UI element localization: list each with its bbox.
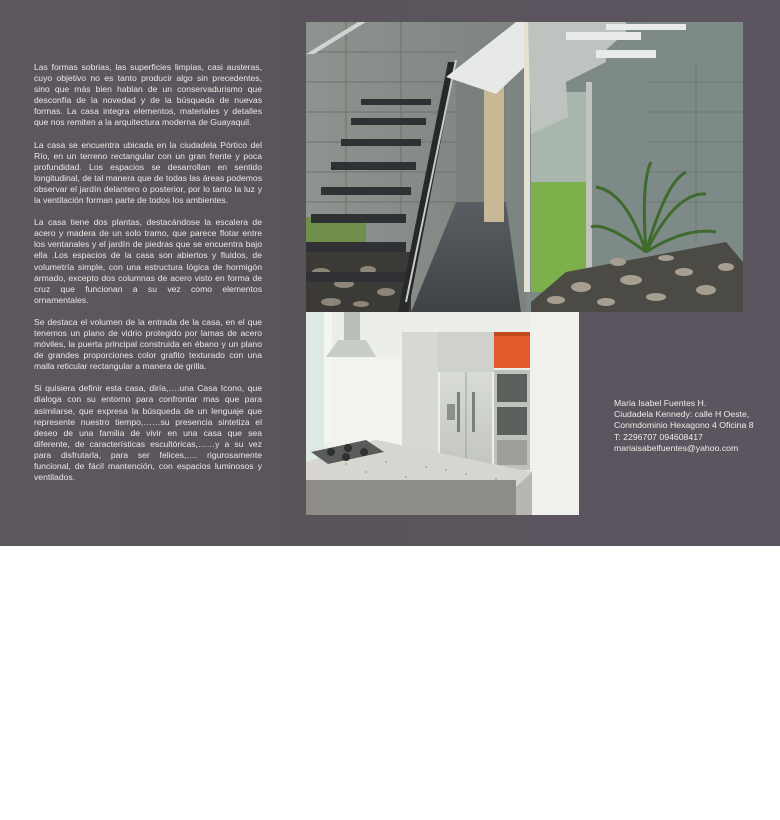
article-paragraph-5: Si quisiera definir esta casa, diría,….una Casa Icono, que dialoga con su entorno para confrontar mas que para asimilarse, que expresa la búsqueda de un lenguaje que represente nuestro tiempo,……su presencia sintetiza el deseo de una familia de vivir en una casa que sea diferente, de características escultóricas,……y a su vez para disfrutarla, para ser felices,…. rigurosamente funcional, de fácil mantención, con espacios luminosos y ventilados.	[34, 383, 262, 483]
article-paragraph-1: Las formas sobrias, las superficies limpias, casi austeras, cuyo objetivo no es tanto producir algo sin precedentes, sino que más bien hablan de un conservadurismo que desconfía de la novedad y de la búsqueda de nuevas formas. La casa integra elementos, materiales y detalles que nos remiten a la arquitectura moderna de Guayaquil.	[34, 62, 262, 128]
contact-email[interactable]: mariaisabelfuentes@yahoo.com	[614, 442, 739, 453]
article-body	[34, 62, 262, 494]
contact-address: Ciudadela Kennedy: calle H Oeste,	[614, 409, 750, 420]
contact-phone: T: 2296707 094608417	[614, 431, 703, 442]
article-paragraph-4: Se destaca el volumen de la entrada de la casa, en el que tenemos un plano de vidrio protegido por lamas de acero móviles, la puerta principal construida en ébano y un plano de grandes proporciones color grafito texturado con una malla reticular rectangular a manera de grilla.	[34, 316, 262, 372]
article-paragraph-3: La casa tiene dos plantas, destacándose la escalera de acero y madera de un solo tramo, que parece flotar entre los ventanales y el jardín de piedras que se encuentra bajo ella .Los espacios de la casa son abiertos y fluidos, de volumetría simple, con una estructura lógica de hormigón armado, excepto dos columnas de acero visto en forma de cruz que funcionan a su vez como elementos ornamentales.	[34, 217, 262, 305]
article-paragraph-2: La casa se encuentra ubicada en la ciudadela Pórtico del Río, en un terreno rectangular con un gran frente y poca profundidad. Los espacios se desarrollan en sentido longitudinal, de tal manera que de todas las áreas podemos observar el jardín delantero o posterior, por lo tanto la luz y la ventilación forman parte de todos los ambientes.	[34, 139, 262, 206]
contact-office: Conmdominio Hexagono 4 Oficina 8	[614, 420, 754, 431]
kitchen-photo	[306, 312, 579, 515]
staircase-photo	[306, 22, 743, 312]
contact-name: Maria Isabel Fuentes H.	[614, 398, 707, 408]
contact-info	[614, 398, 754, 454]
